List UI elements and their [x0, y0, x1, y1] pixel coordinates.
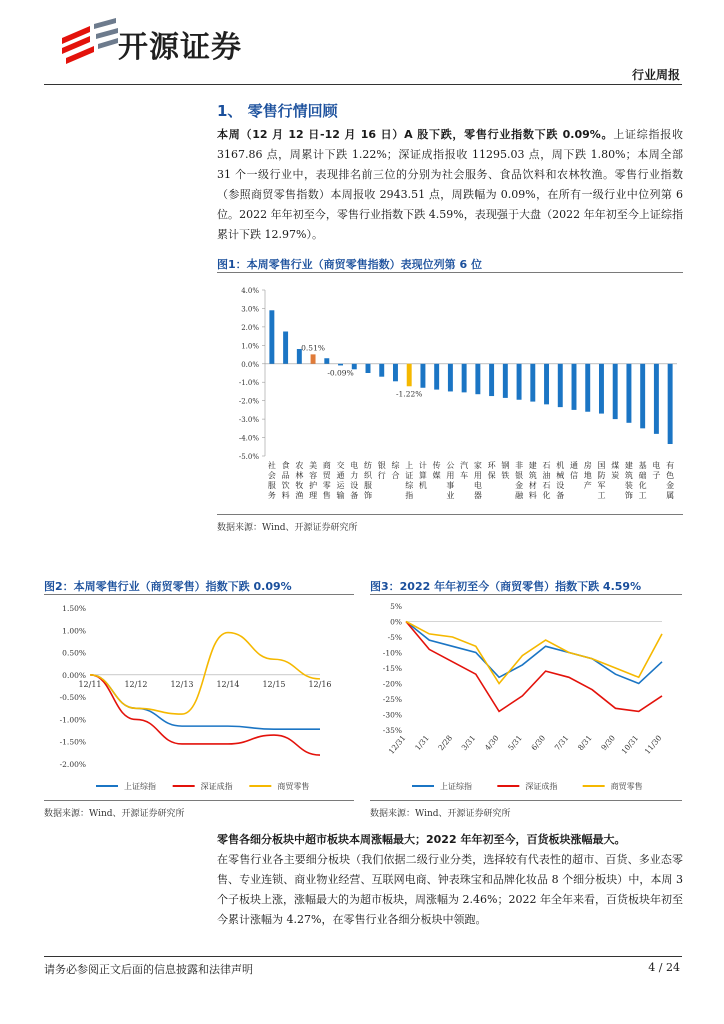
x-tick-label-char: 工: [638, 491, 647, 500]
legend-label: 商贸零售: [277, 782, 310, 791]
fig3-line-chart: [370, 598, 682, 798]
intro-paragraph: [217, 125, 683, 245]
x-tick-label-char: 输: [336, 491, 345, 500]
series-line-商贸零售: [406, 622, 662, 684]
x-tick-label-char: 服: [364, 481, 372, 490]
series-line-深证成指: [406, 622, 662, 712]
y-tick-label: -10%: [382, 648, 402, 658]
y-tick-label: 0.00%: [62, 670, 86, 680]
bar-银行: [379, 364, 384, 377]
header-divider: [44, 84, 682, 85]
intro-lead: 本周（12 月 12 日-12 月 16 日）A 股下跌，零售行业指数下跌 0.09%。: [217, 128, 614, 141]
x-tick-label-char: 美: [309, 461, 318, 470]
x-tick-label-char: 金: [666, 481, 675, 490]
bar-汽车: [462, 364, 467, 393]
y-tick-label: -4.0%: [238, 434, 259, 443]
fig2-line-chart: [44, 598, 354, 798]
x-tick-label-char: 机: [418, 481, 427, 490]
x-tick-label-char: 械: [556, 471, 565, 480]
x-tick-label-char: 上: [405, 461, 414, 470]
data-label: -1.22%: [396, 389, 423, 399]
y-tick-label: 0%: [390, 617, 402, 627]
x-tick-label-char: 国: [597, 461, 606, 470]
y-tick-label: -1.50%: [59, 737, 86, 747]
x-tick-label: 12/16: [308, 679, 332, 689]
y-tick-label: -5%: [387, 633, 402, 642]
bar-非银金融: [517, 364, 522, 400]
x-tick-label-char: 品: [281, 471, 290, 480]
legend-label: 商贸零售: [610, 782, 643, 791]
y-tick-label: 5%: [390, 602, 402, 611]
x-tick-label: 12/11: [78, 679, 102, 689]
fig2-top-rule: [44, 594, 354, 595]
x-tick-label-char: 事: [446, 481, 455, 490]
bar-公用事业: [448, 364, 453, 392]
x-tick-label-char: 筑: [624, 471, 633, 480]
legend-label: 深证成指: [525, 782, 558, 791]
bar-计算机: [420, 364, 425, 388]
y-tick-label: -2.0%: [238, 397, 259, 406]
x-tick-label-char: 交: [336, 461, 345, 470]
x-tick-label-char: 电: [473, 481, 482, 490]
x-tick-label-char: 色: [666, 471, 675, 480]
x-tick-label: 5/31: [506, 733, 524, 753]
x-tick-label: 12/12: [124, 679, 148, 689]
y-tick-label: -3.0%: [238, 416, 259, 425]
x-tick-label-char: 农: [295, 461, 304, 470]
bar-国防军工: [599, 364, 604, 414]
x-tick-label: 12/14: [216, 679, 240, 689]
closing-lead: 零售各细分板块中超市板块本周涨幅最大；2022 年年初至今，百货板块涨幅最大。: [217, 833, 626, 846]
bar-建筑材料: [530, 364, 535, 402]
x-tick-label: 6/30: [529, 733, 548, 753]
bar-电子: [654, 364, 659, 434]
x-tick-label-char: 保: [487, 471, 496, 480]
fig1-bottom-rule: [217, 514, 683, 515]
x-tick-label-char: 防: [597, 471, 606, 480]
bar-美容护理: [311, 354, 316, 363]
bar-有色金属: [668, 364, 673, 444]
x-tick-label-char: 煤: [611, 461, 620, 470]
y-tick-label: -35%: [382, 726, 402, 735]
x-tick-label: 7/31: [552, 733, 571, 753]
x-tick-label-char: 融: [515, 491, 524, 500]
fig3-bottom-rule: [370, 800, 682, 801]
x-tick-label-char: 属: [666, 491, 675, 500]
x-tick-label: 2/28: [436, 733, 455, 753]
x-tick-label-char: 会: [267, 471, 276, 480]
x-tick-label-char: 综: [405, 481, 414, 490]
x-tick-label-char: 银: [515, 471, 524, 480]
x-tick-label-char: 军: [597, 481, 606, 490]
x-tick-label-char: 金: [515, 481, 524, 490]
fig3-source: 数据来源：Wind、开源证券研究所: [370, 809, 511, 819]
bar-传媒: [434, 364, 439, 390]
y-tick-label: -25%: [382, 695, 402, 704]
x-tick-label-char: 基: [638, 461, 647, 470]
x-tick-label-char: 器: [473, 491, 482, 500]
x-tick-label-char: 服: [267, 481, 276, 490]
x-tick-label-char: 计: [418, 461, 427, 470]
x-tick-label-char: 非: [515, 461, 524, 470]
x-tick-label: 10/31: [619, 733, 641, 756]
x-tick-label-char: 公: [446, 461, 455, 470]
x-tick-label-char: 电: [652, 461, 661, 470]
footer-disclaimer: 请务必参阅正文后面的信息披露和法律声明: [44, 963, 253, 976]
x-tick-label-char: 炭: [611, 471, 620, 480]
data-label: 0.51%: [301, 343, 325, 353]
footer-divider: [44, 956, 682, 957]
x-tick-label-char: 础: [638, 471, 647, 480]
page-number: 4 / 24: [648, 961, 680, 974]
x-tick-label-char: 设: [350, 481, 359, 490]
x-tick-label: 3/31: [459, 733, 478, 753]
x-tick-label-char: 行: [377, 471, 386, 480]
x-tick-label-char: 产: [583, 481, 592, 490]
legend-label: 上证综指: [124, 782, 156, 791]
fig1-title: 图1：本周零售行业（商贸零售指数）表现位列第 6 位: [217, 258, 482, 271]
x-tick-label-char: 渔: [295, 491, 304, 500]
bar-基础化工: [640, 364, 645, 429]
x-tick-label-char: 电: [350, 461, 359, 470]
y-tick-label: -30%: [382, 710, 402, 720]
bar-钢铁: [503, 364, 508, 398]
x-tick-label-char: 务: [267, 491, 276, 500]
y-tick-label: -5.0%: [238, 453, 259, 461]
x-tick-label: 4/30: [482, 733, 501, 753]
bar-煤炭: [613, 364, 618, 419]
x-tick-label-char: 机: [556, 461, 565, 470]
x-tick-label: 1/31: [413, 733, 431, 753]
x-tick-label-char: 料: [528, 491, 537, 500]
y-tick-label: -0.50%: [59, 693, 86, 703]
x-tick-label-char: 力: [350, 471, 359, 480]
x-tick-label-char: 合: [391, 471, 400, 480]
x-tick-label-char: 油: [542, 471, 551, 480]
x-tick-label-char: 饰: [624, 491, 633, 500]
series-line-商贸零售: [90, 633, 320, 715]
bar-纺织服饰: [366, 364, 371, 373]
y-tick-label: 4.0%: [241, 287, 259, 295]
x-tick-label-char: 房: [583, 461, 592, 470]
report-type-label: 行业周报: [631, 68, 680, 82]
x-tick-label-char: 汽: [460, 461, 469, 470]
legend-label: 深证成指: [200, 782, 233, 791]
x-tick-label-char: 织: [364, 471, 372, 480]
x-tick-label-char: 传: [432, 461, 441, 470]
y-tick-label: -2.00%: [59, 760, 86, 769]
closing-body: 在零售行业各主要细分板块（我们依据二级行业分类，选择较有代表性的超市、百货、多业态零售、专业连锁、商业物业经营、互联网电商、钟表珠宝和品牌化妆品 8 个细分板块）中，本周 3 个子板块上涨，涨幅最大的为超市板块，周涨幅为 2.46%；2022 年全年来看，百货板块年初至今累计涨幅为 4.27%，在零售行业各细分板块中领跑。: [217, 853, 683, 926]
y-tick-label: 2.0%: [241, 323, 259, 332]
y-tick-label: -1.0%: [238, 379, 259, 388]
x-tick-label: 12/15: [262, 679, 286, 689]
bar-商贸零售: [324, 358, 329, 364]
x-tick-label-char: 钢: [501, 461, 510, 470]
bar-家用电器: [475, 364, 480, 394]
x-tick-label-char: 社: [267, 461, 276, 470]
x-tick-label-char: 纺: [364, 461, 372, 470]
x-tick-label-char: 食: [281, 461, 290, 470]
x-tick-label-char: 铁: [501, 471, 510, 480]
x-tick-label-char: 车: [460, 471, 469, 480]
x-tick-label-char: 贸: [322, 471, 331, 480]
bar-房地产: [585, 364, 590, 412]
y-tick-label: 0.0%: [241, 360, 259, 369]
x-tick-label-char: 工: [597, 491, 606, 500]
x-tick-label-char: 售: [322, 491, 331, 500]
x-tick-label: 8/31: [575, 733, 594, 753]
x-tick-label-char: 备: [350, 491, 359, 500]
legend-label: 上证综指: [440, 782, 472, 791]
bar-食品饮料: [283, 332, 288, 364]
page-header: [0, 0, 724, 90]
x-tick-label-char: 银: [377, 461, 386, 470]
x-tick-label-char: 饮: [281, 481, 290, 490]
x-tick-label-char: 通: [336, 471, 345, 480]
x-tick-label-char: 建: [528, 461, 537, 470]
intro-body: 上证综指报收 3167.86 点，周累计下跌 1.22%；深证成指报收 11295.03 点，周下跌 1.80%；本周全部 31 个一级行业中，表现排名前三位的分别为社会服务、食品饮料和农林牧渔。零售行业指数（参照商贸零售指数）本周报收 2943.51 点，周跌幅为 0.09%，在所有一级行业中位列第 6 位。2022 年年初至今，零售行业指数下跌 4.59%，表现强于大盘（2022 年年初至今上证综指累计下跌 12.97%）。: [217, 128, 684, 241]
x-tick-label-char: 信: [570, 471, 578, 480]
x-tick-label-char: 材: [528, 481, 537, 490]
x-tick-label-char: 化: [542, 491, 551, 500]
x-tick-label-char: 业: [446, 491, 455, 500]
x-tick-label: 12/31: [386, 733, 408, 756]
fig3-title: 图3：2022 年年初至今（商贸零售）指数下跌 4.59%: [370, 580, 642, 593]
y-tick-label: 1.50%: [62, 604, 86, 613]
y-tick-label: -15%: [382, 664, 402, 673]
x-tick-label-char: 商: [322, 461, 331, 470]
fig2-bottom-rule: [44, 800, 354, 801]
x-tick-label-char: 料: [281, 491, 290, 500]
x-tick-label-char: 备: [556, 491, 565, 500]
x-tick-label: 12/13: [170, 679, 194, 689]
bar-建筑装饰: [626, 364, 631, 423]
x-tick-label-char: 媒: [432, 471, 441, 480]
bar-综合: [393, 364, 398, 382]
bar-机械设备: [558, 364, 563, 407]
x-tick-label-char: 家: [473, 461, 482, 470]
data-label: -0.09%: [327, 368, 354, 378]
bar-社会服务: [269, 310, 274, 363]
x-tick-label-char: 用: [473, 471, 482, 480]
x-tick-label-char: 用: [446, 471, 455, 480]
x-tick-label-char: 饰: [364, 491, 372, 500]
x-tick-label-char: 地: [583, 471, 592, 480]
x-tick-label-char: 运: [336, 481, 345, 490]
fig2-title: 图2：本周零售行业（商贸零售）指数下跌 0.09%: [44, 580, 292, 593]
fig1-bar-chart: [217, 278, 683, 514]
y-tick-label: 0.50%: [62, 648, 86, 658]
x-tick-label-char: 牧: [295, 481, 304, 490]
x-tick-label-char: 护: [309, 481, 318, 490]
bar-通信: [572, 364, 577, 410]
fig2-source: 数据来源：Wind、开源证券研究所: [44, 809, 185, 819]
x-tick-label-char: 子: [652, 471, 661, 480]
x-tick-label-char: 算: [418, 471, 427, 480]
x-tick-label-char: 装: [624, 481, 633, 490]
x-tick-label-char: 容: [309, 471, 318, 480]
series-line-上证综指: [406, 622, 662, 684]
fig1-source: 数据来源：Wind、开源证券研究所: [217, 523, 358, 533]
y-tick-label: 1.00%: [62, 626, 86, 636]
x-tick-label-char: 化: [638, 481, 647, 490]
x-tick-label-char: 环: [487, 461, 496, 470]
y-tick-label: 1.0%: [241, 342, 259, 351]
y-tick-label: 3.0%: [241, 305, 259, 314]
x-tick-label: 9/30: [599, 733, 617, 753]
x-tick-label-char: 石: [542, 481, 551, 490]
x-tick-label-char: 林: [295, 471, 304, 480]
x-tick-label-char: 建: [624, 461, 633, 470]
x-tick-label-char: 证: [405, 471, 414, 480]
fig3-top-rule: [370, 594, 682, 595]
fig1-top-rule: [217, 272, 683, 273]
x-tick-label-char: 理: [309, 491, 318, 500]
section-title: 1、 零售行情回顾: [217, 102, 338, 120]
x-tick-label-char: 有: [666, 461, 675, 470]
x-tick-label-char: 通: [570, 461, 578, 470]
brand-name: 开源证券: [118, 30, 242, 65]
x-tick-label-char: 零: [322, 481, 331, 490]
x-tick-label: 11/30: [642, 733, 664, 756]
x-tick-label-char: 指: [405, 491, 414, 500]
x-tick-label-char: 设: [556, 481, 565, 490]
x-tick-label-char: 石: [542, 461, 551, 470]
bar-上证综指: [407, 364, 412, 387]
bar-石油石化: [544, 364, 549, 405]
x-tick-label-char: 综: [391, 461, 400, 470]
x-tick-label-char: 筑: [528, 471, 537, 480]
y-tick-label: -1.00%: [59, 715, 86, 725]
bar-交通运输: [338, 364, 343, 366]
closing-paragraph: [217, 830, 683, 930]
y-tick-label: -20%: [382, 679, 402, 689]
bar-环保: [489, 364, 494, 396]
